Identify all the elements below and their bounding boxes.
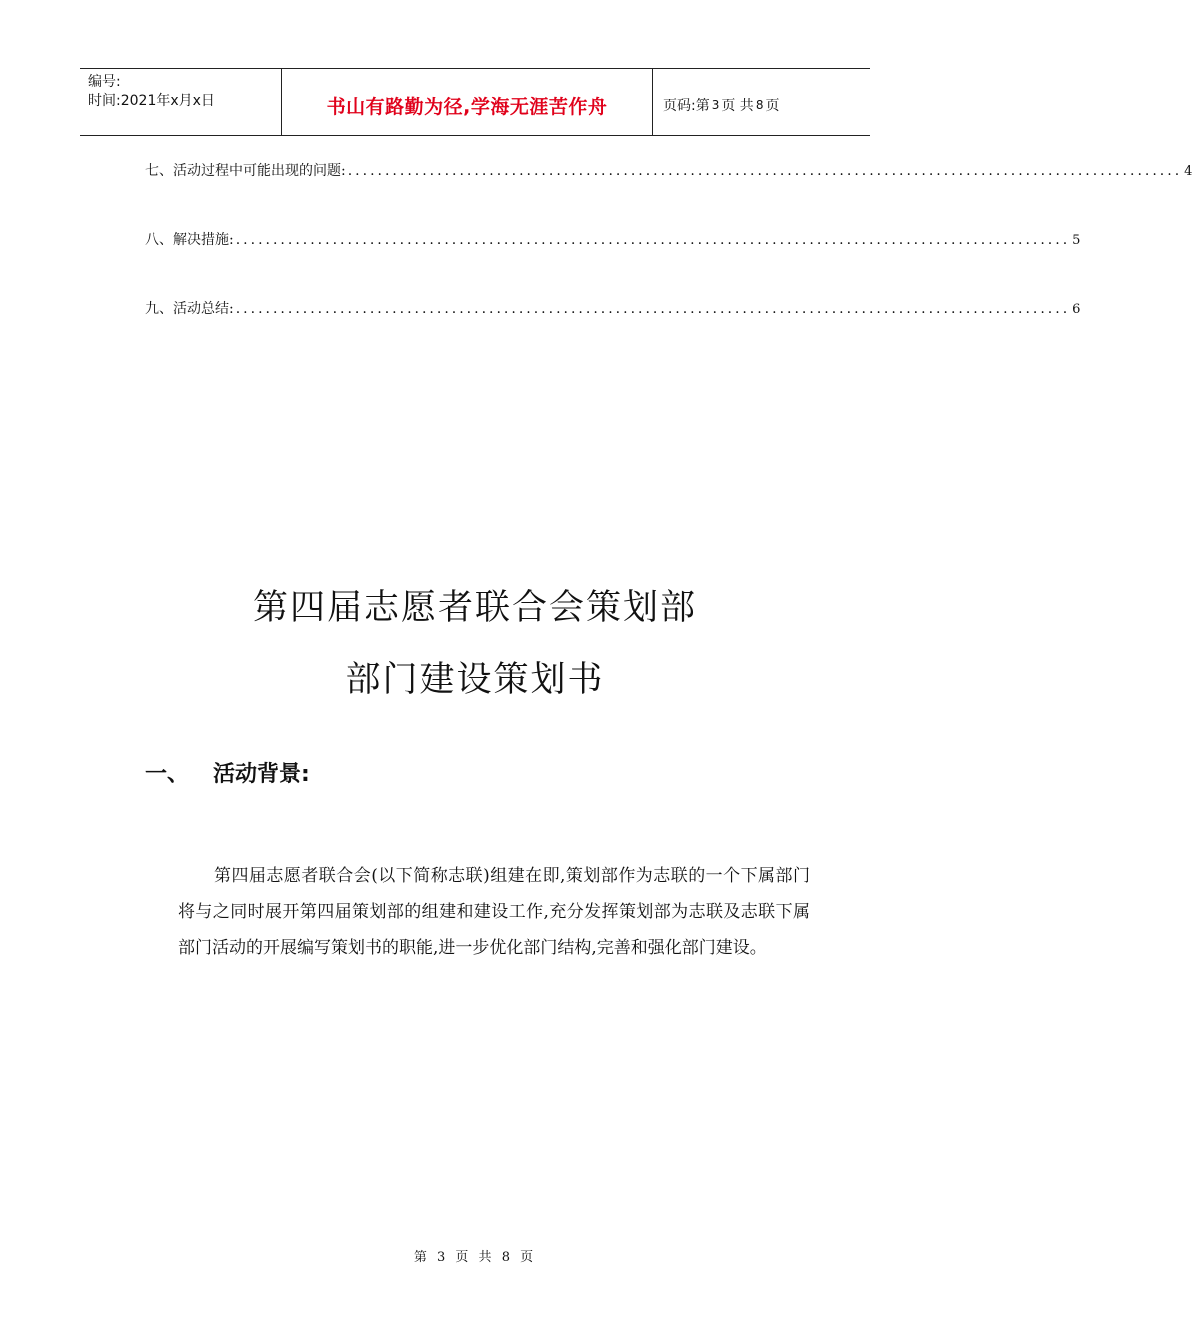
page-prefix: 页码:第 [663, 98, 710, 114]
time-label: 时间:2021年x月x日 [88, 93, 215, 109]
toc-entry-title: 活动总结: [173, 301, 234, 317]
toc-entry[interactable] [145, 229, 1081, 298]
section-title: 活动背景: [213, 762, 310, 787]
toc-entry-number: 八、 [145, 232, 173, 248]
toc-entry[interactable] [145, 298, 1081, 367]
toc-entry-number: 七、 [145, 163, 173, 179]
section-number: 一、 [145, 762, 190, 787]
section-heading [145, 757, 310, 788]
toc-entry-page: 4 [1184, 164, 1192, 179]
page-total: 8 [755, 98, 764, 112]
motto-text: 书山有路勤为径,学海无涯苦作舟 [326, 95, 608, 118]
document-title-line-1: 第四届志愿者联合会策划部 [252, 588, 697, 628]
toc-entry-number: 九、 [145, 301, 173, 317]
table-of-contents [145, 160, 1192, 367]
document-title-line-2: 部门建设策划书 [345, 660, 605, 700]
page-footer: 第 3 页 共 8 页 [413, 1250, 537, 1265]
toc-entry-page: 5 [1072, 233, 1081, 248]
page-mid: 页 共 [721, 98, 754, 114]
header-page-number [653, 69, 870, 135]
toc-entry[interactable] [145, 160, 1192, 229]
toc-leader-dots: ................................................................................................................ [347, 163, 1183, 179]
page-header [80, 68, 870, 136]
toc-entry-title: 解决措施: [173, 232, 234, 248]
toc-leader-dots: ................................................................................................................ [235, 232, 1071, 248]
header-motto-cell [281, 69, 653, 135]
toc-entry-title: 活动过程中可能出现的问题: [173, 163, 346, 179]
toc-leader-dots: ................................................................................................................ [235, 301, 1071, 317]
toc-entry-page: 6 [1072, 302, 1081, 317]
page-suffix: 页 [765, 98, 780, 114]
header-meta [80, 69, 281, 135]
section-body-paragraph: 第四届志愿者联合会(以下简称志联)组建在即,策划部作为志联的一个下属部门将与之同时展开第四届策划部的组建和建设工作,充分发挥策划部为志联及志联下属部门活动的开展编写策划书的职能,进一步优化部门结构,完善和强化部门建设。 [178, 866, 810, 958]
serial-label: 编号: [88, 74, 121, 90]
page-current: 3 [711, 98, 720, 112]
